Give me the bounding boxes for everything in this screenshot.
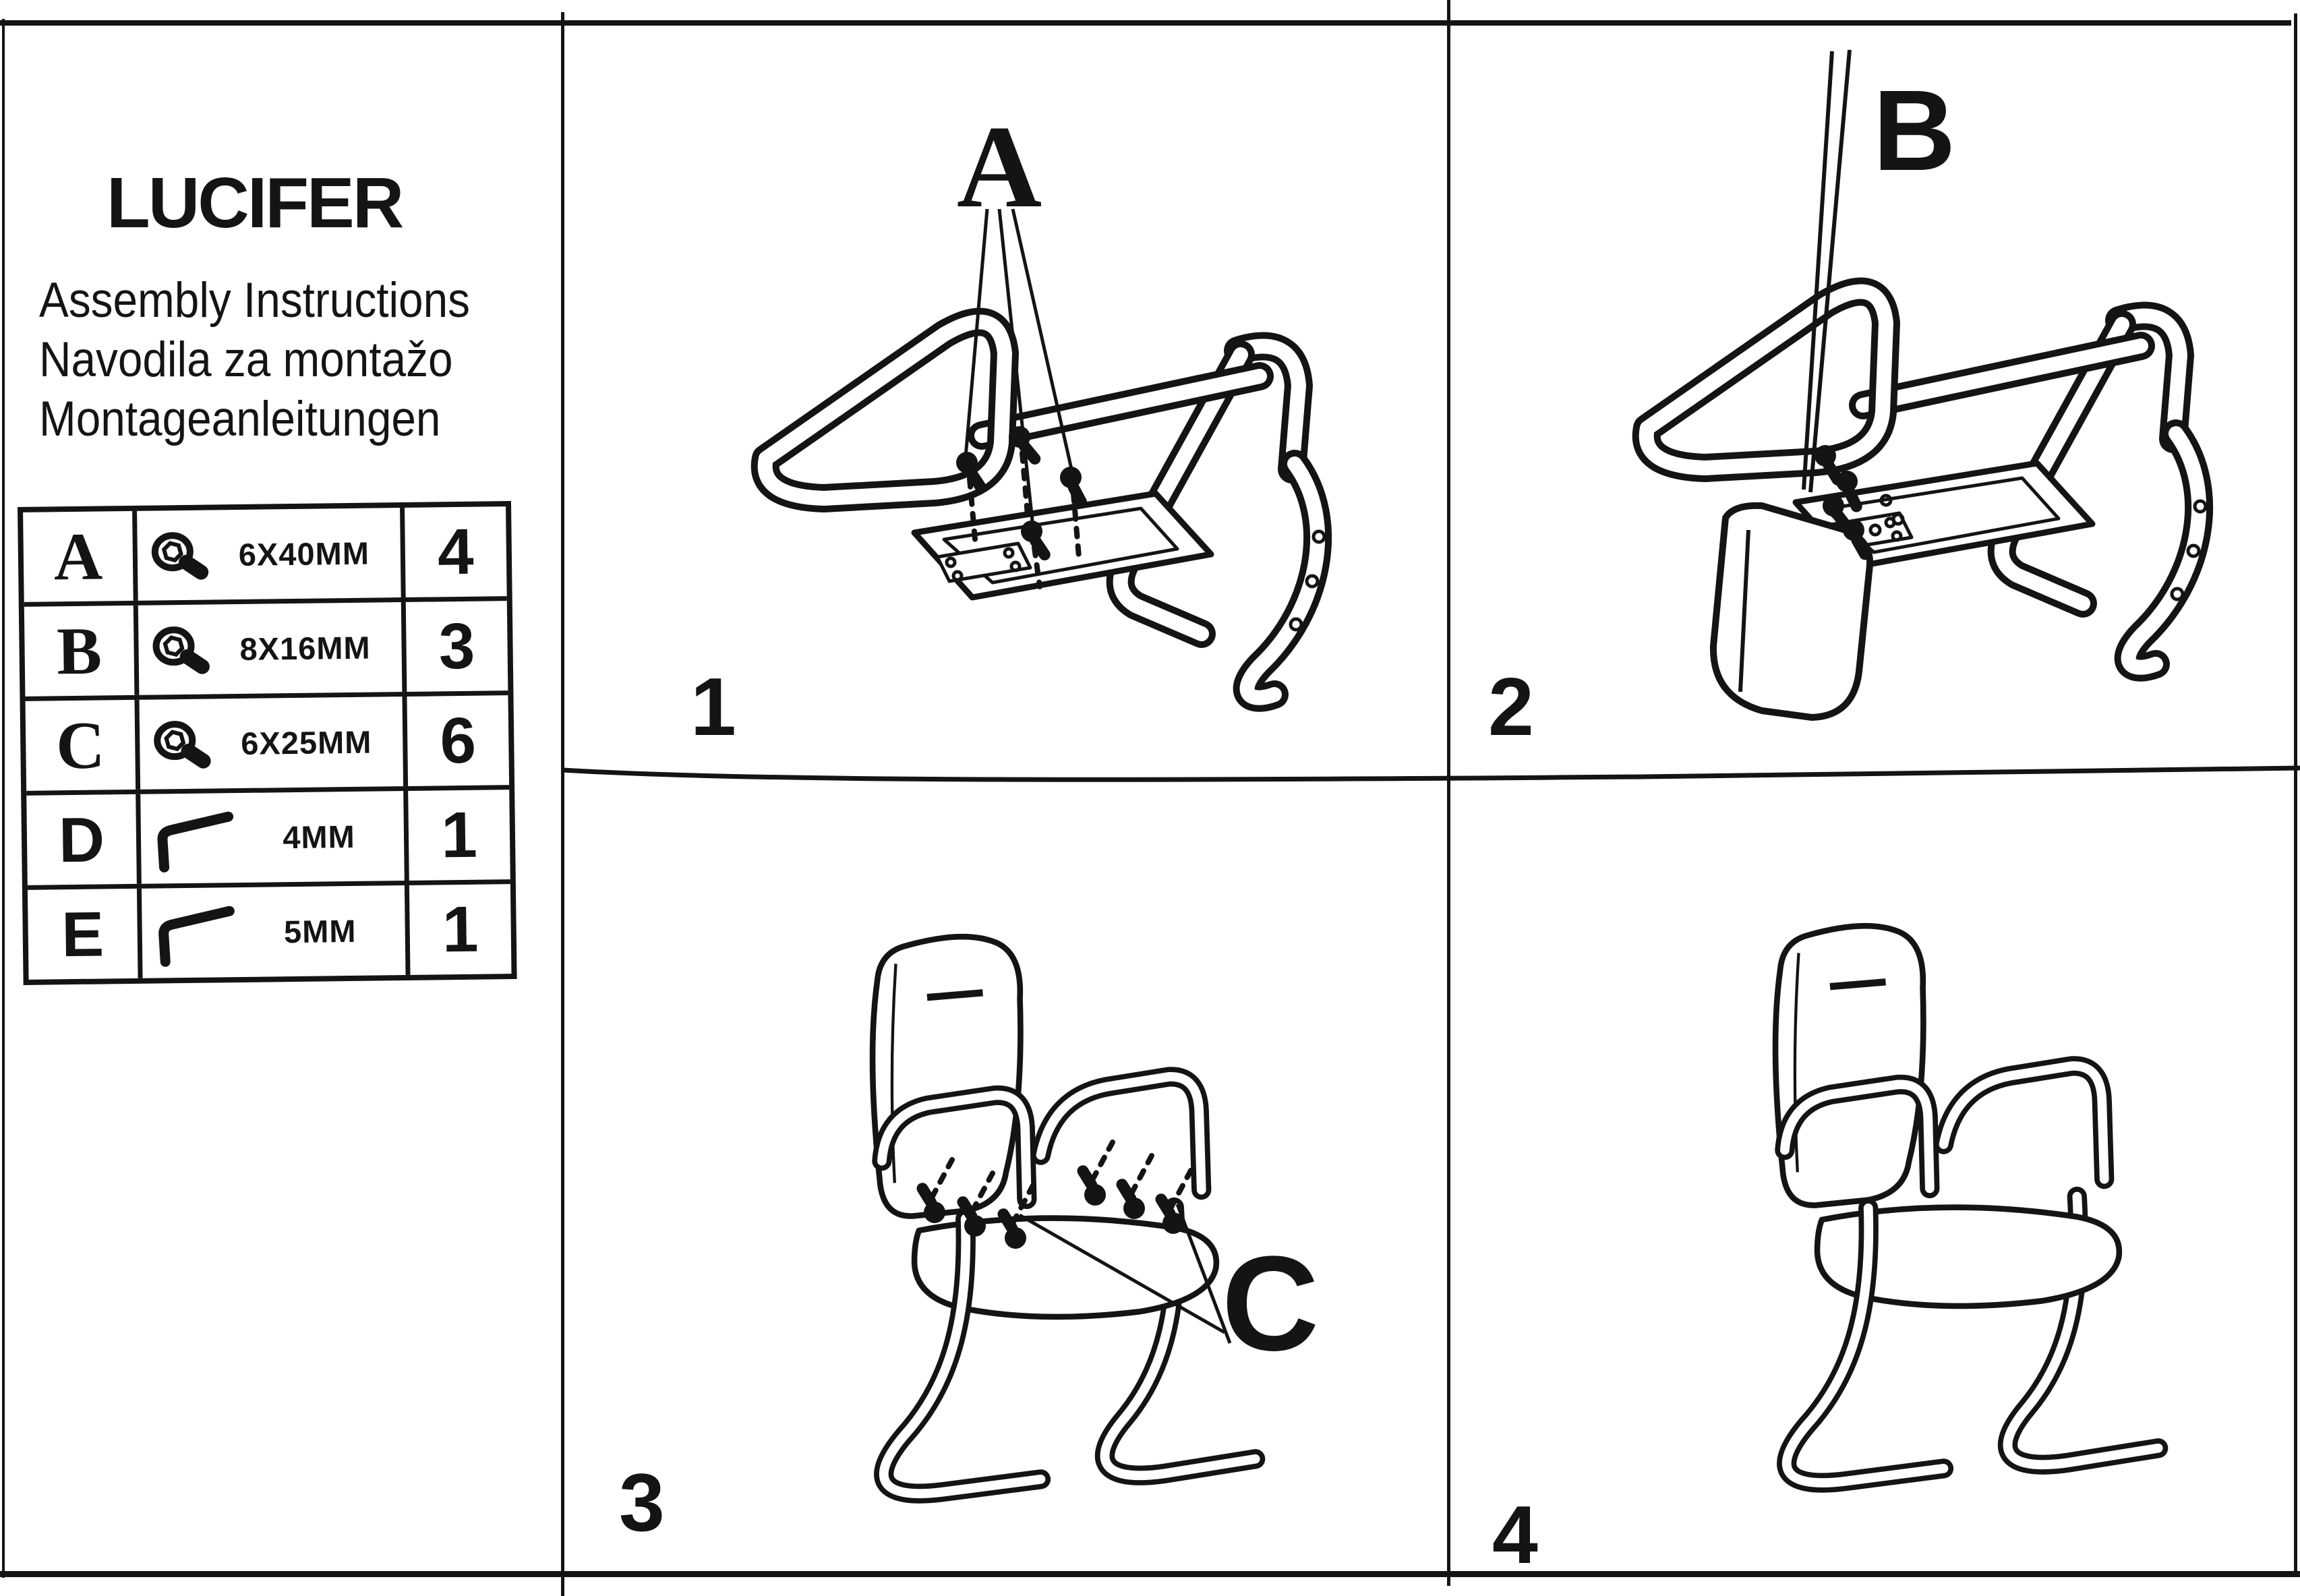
part-label-a: A xyxy=(956,101,1042,232)
table-row-a xyxy=(23,506,507,607)
step-1-illustration xyxy=(765,209,1324,698)
part-size: 5MM xyxy=(283,912,357,950)
step-3-panel xyxy=(562,775,1448,1572)
part-size: 4MM xyxy=(282,818,356,856)
step-number-2: 2 xyxy=(1488,661,1534,752)
socket-bolt-icon xyxy=(149,527,214,583)
step-number-4: 4 xyxy=(1492,1489,1538,1572)
part-key: C xyxy=(55,707,106,784)
table-row-c xyxy=(26,695,510,796)
bolt-c xyxy=(1073,1171,1111,1209)
part-key: B xyxy=(56,613,102,689)
table-row-e xyxy=(28,884,512,980)
parts-table xyxy=(18,501,517,985)
part-qty: 3 xyxy=(438,610,475,682)
border-top xyxy=(0,20,2291,26)
socket-bolt-icon xyxy=(152,716,217,772)
bolt-c xyxy=(1112,1185,1150,1222)
part-qty: 1 xyxy=(440,798,478,871)
subtitle-slovene: Navodila za montažo xyxy=(39,332,453,387)
step-4-illustration xyxy=(1775,926,2158,1483)
socket-bolt-icon xyxy=(150,622,216,678)
allen-key-icon xyxy=(154,898,242,967)
allen-key-icon xyxy=(152,804,241,873)
page-title: LUCIFER xyxy=(107,163,403,243)
step-2-panel xyxy=(1450,26,2300,767)
table-row-b xyxy=(24,601,508,701)
step-3-illustration xyxy=(873,937,1256,1494)
border-left xyxy=(2,19,5,1578)
part-key: A xyxy=(53,519,103,595)
part-size: 6X25MM xyxy=(240,723,372,761)
part-label-b: B xyxy=(1873,67,1956,195)
part-qty: 6 xyxy=(439,704,477,777)
step-1-panel xyxy=(562,26,1448,767)
part-size: 6X40MM xyxy=(238,535,370,572)
part-qty: 4 xyxy=(437,515,475,588)
bolt-a xyxy=(1053,463,1093,502)
table-row-d xyxy=(26,790,510,890)
part-label-c: C xyxy=(1221,1229,1320,1379)
step-4-panel xyxy=(1450,775,2300,1572)
part-size: 8X16MM xyxy=(239,629,371,667)
part-key: E xyxy=(61,897,105,970)
step-number-1: 1 xyxy=(690,661,736,752)
part-key: D xyxy=(58,803,105,875)
part-qty: 1 xyxy=(442,893,479,966)
subtitle-german: Montageanleitungen xyxy=(39,392,441,446)
subtitle-block xyxy=(39,271,549,449)
step-number-3: 3 xyxy=(619,1456,665,1548)
subtitle-english: Assembly Instructions xyxy=(39,273,470,328)
